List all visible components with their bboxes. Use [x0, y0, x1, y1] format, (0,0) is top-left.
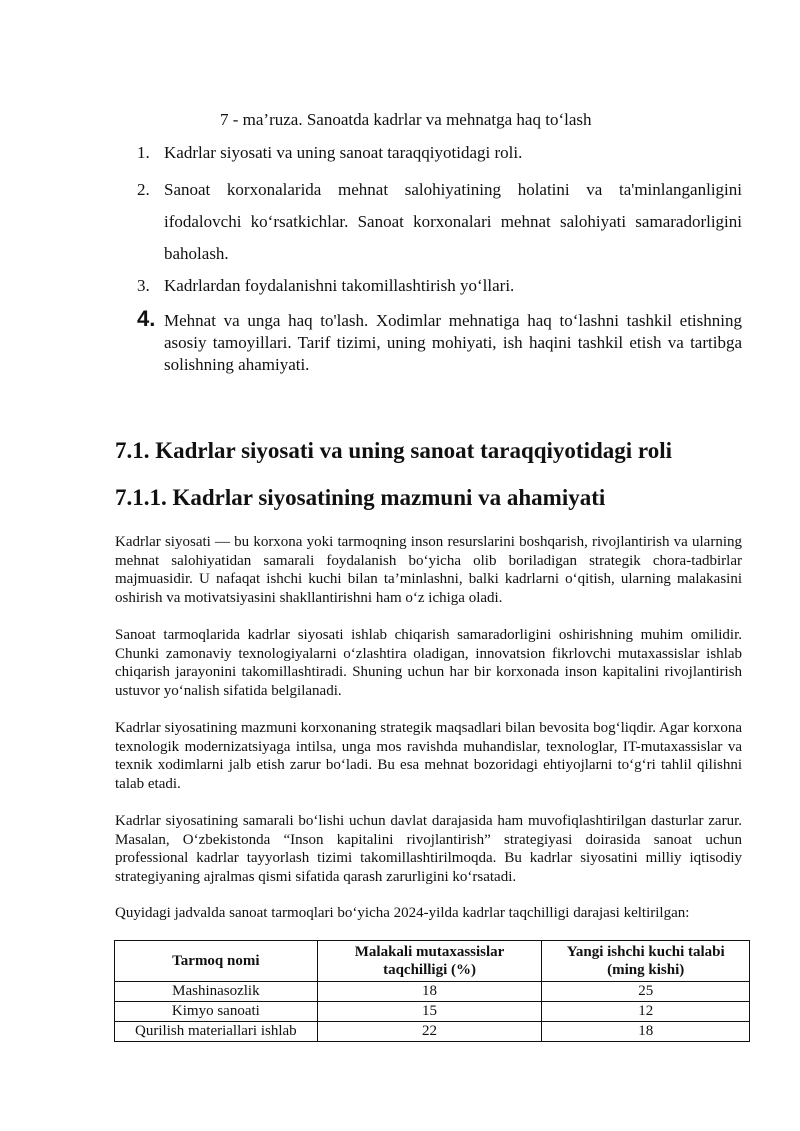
table-row: [115, 1022, 750, 1042]
column-header-demand: Yangi ishchi kuchi talabi (ming kishi): [542, 941, 750, 982]
plan-item-text: Mehnat va unga haq to'lash. Xodimlar mehnatiga haq to‘lashni tashkil etishning asosiy tamoyillari. Tarif tizimi, uning mohiyati, ish haqini tashkil etish va tartibga solishning ahamiyati.: [164, 311, 742, 374]
table-cell: Qurilish materiallari ishlab: [115, 1022, 318, 1042]
lecture-title: 7 - ma’ruza. Sanoatda kadrlar va mehnatga haq to‘lash: [220, 110, 592, 129]
table-cell: 18: [317, 982, 542, 1002]
lecture-plan-list: [137, 142, 742, 376]
plan-item-text: Sanoat korxonalarida mehnat salohiyatining holatini va ta'minlanganligini ifodalovchi ko‘rsatkichlar. Sanoat korxonalari mehnat salohiyati samaradorligini baholash.: [164, 180, 742, 263]
plan-item-number: 3.: [137, 276, 150, 295]
table-cell: 12: [542, 1002, 750, 1022]
table-intro: Quyidagi jadvalda sanoat tarmoqlari bo‘yicha 2024-yilda kadrlar taqchilligi darajasi keltirilgan:: [115, 905, 690, 921]
table-cell: Kimyo sanoati: [115, 1002, 318, 1022]
subsection-heading: 7.1.1. Kadrlar siyosatining mazmuni va ahamiyati: [115, 485, 606, 510]
staff-shortage-table: [114, 940, 750, 1042]
table-header-row: [115, 941, 750, 982]
plan-item-text: Kadrlardan foydalanishni takomillashtirish yo‘llari.: [164, 276, 515, 295]
plan-item-number: 1.: [137, 143, 150, 162]
table-cell: 18: [542, 1022, 750, 1042]
plan-item-text: Kadrlar siyosati va uning sanoat taraqqiyotidagi roli.: [164, 143, 523, 162]
plan-item-number: 2.: [137, 180, 150, 199]
column-header-industry: Tarmoq nomi: [115, 941, 318, 982]
body-paragraph: Sanoat tarmoqlarida kadrlar siyosati ishlab chiqarish samaradorligini oshirishning muhim omilidir. Chunki zamonaviy texnologiyalarni o‘zlashtira oladigan, innovatsion fikrlovchi mutaxassislar ishlab chiqarish jarayonini takomillashtiradi. Shuning uchun har bir korxonada inson kapitalini rivojlantirish ustuvor yo‘nalish sifatida belgilanadi.: [115, 627, 742, 699]
table-cell: 15: [317, 1002, 542, 1022]
plan-item: [137, 142, 742, 174]
column-header-shortage: Malakali mutaxassislar taqchilligi (%): [317, 941, 542, 982]
plan-item-number: 4.: [137, 306, 156, 331]
plan-item: [137, 174, 742, 272]
body-paragraph: Kadrlar siyosati — bu korxona yoki tarmoqning inson resurslarini boshqarish, rivojlantirish va ularning mehnat salohiyatidan samarali foydalanish bo‘yicha olib boriladigan strategik chora-tadbirlar majmuasidir. U nafaqat ishchi kuchi bilan ta’minlashni, balki kadrlarni o‘qitish, ularning malakasini oshirish va motivatsiyasini shakllantirishni ham o‘z ichiga oladi.: [115, 534, 742, 606]
plan-item: [137, 306, 742, 376]
table-row: [115, 1002, 750, 1022]
table-cell: 22: [317, 1022, 542, 1042]
body-paragraph: Kadrlar siyosatining samarali bo‘lishi uchun davlat darajasida ham muvofiqlashtirilgan dasturlar zarur. Masalan, O‘zbekistonda “Inson kapitalini rivojlantirish” strategiyasi doirasida sanoat uchun professional kadrlar tayyorlash tizimi takomillashtirilmoqda. Bu kadrlar siyosatini milliy iqtisodiy strategiyaning ajralmas qismi sifatida qarash zarurligini ko‘rsatadi.: [115, 813, 742, 885]
section-heading: 7.1. Kadrlar siyosati va uning sanoat taraqqiyotidagi roli: [115, 438, 672, 463]
table-cell: Mashinasozlik: [115, 982, 318, 1002]
plan-item: [137, 274, 742, 304]
table-row: [115, 982, 750, 1002]
body-paragraph: Kadrlar siyosatining mazmuni korxonaning strategik maqsadlari bilan bevosita bog‘liqdir. Agar korxona texnologik modernizatsiyaga intilsa, unga mos ravishda muhandislar, texnologlar, IT-mutaxassislar va texnik xodimlarni jalb etish zarur bo‘ladi. Bu esa mehnat bozoridagi ehtiyojlarni to‘g‘ri tahlil qilishni talab etadi.: [115, 720, 742, 792]
table-cell: 25: [542, 982, 750, 1002]
